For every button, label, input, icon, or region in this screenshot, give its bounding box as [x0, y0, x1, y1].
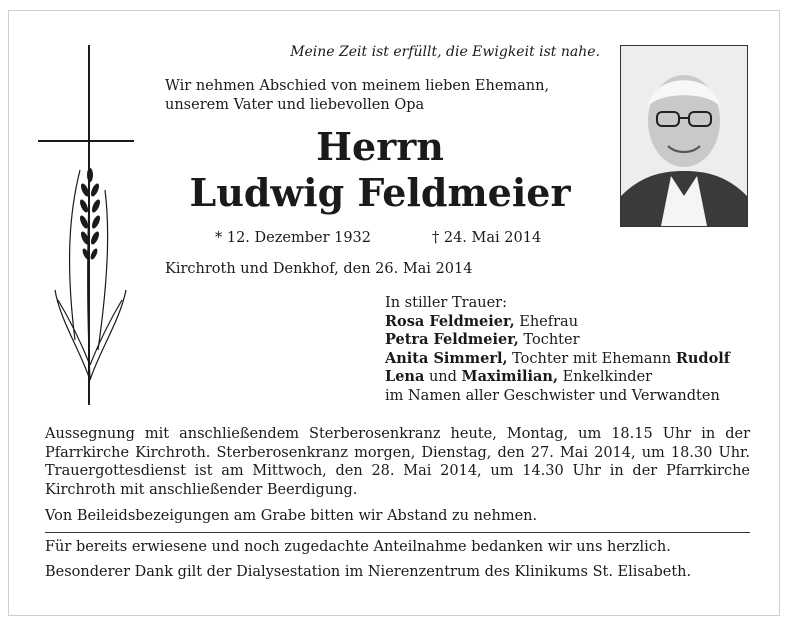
mourners-heading: In stiller Trauer: [385, 295, 507, 311]
intro-line-2: unserem Vater und liebevollen Opa [165, 97, 425, 113]
mourner-conjunction: und [424, 369, 462, 385]
intro-text [165, 77, 605, 115]
service-info: Aussegnung mit anschließendem Sterberosenkranz heute, Montag, um 18.15 Uhr in der Pfarrkirche Kirchroth. Sterberosenkranz morgen, Dienstag, den 27. Mai 2014, um 18.30 Uhr. Trauergottesdienst ist am Mittwoch, den 28. Mai 2014, um 14.30 Uhr in der Pfarrkirche Kirchroth mit anschließender Beerdigung. [45, 426, 750, 498]
mourner-row [385, 368, 730, 387]
mourner-name-extra: Rudolf [675, 349, 730, 367]
mourner-row [385, 331, 730, 350]
mourner-name: Anita Simmerl, [385, 349, 508, 367]
thanks-line-1: Für bereits erwiesene und noch zugedachte Anteilnahme bedanken wir uns herzlich. [45, 539, 671, 555]
mourner-row [385, 313, 730, 332]
mourner-relation: Ehefrau [514, 313, 579, 330]
divider [45, 532, 750, 533]
mourner-relation: Tochter [518, 332, 580, 348]
wheat-icon [50, 150, 130, 390]
mourner-name: Lena [385, 368, 425, 385]
cross-beam [38, 140, 134, 142]
motto: Meine Zeit ist erfüllt, die Ewigkeit ist nahe. [290, 44, 600, 60]
deceased-name: Ludwig Feldmeier [189, 170, 571, 215]
mourners-closing: im Namen aller Geschwister und Verwandten [385, 387, 720, 404]
death-date: † 24. Mai 2014 [432, 230, 542, 246]
portrait-image [621, 46, 747, 226]
mourner-relation: Tochter mit Ehemann [507, 350, 676, 367]
mourners-block [385, 294, 730, 405]
mourner-name-2: Maximilian, [461, 368, 558, 385]
thanks-line-2: Besonderer Dank gilt der Dialysestation im Nierenzentrum des Klinikums St. Elisabeth. [45, 564, 692, 580]
mourner-row [385, 350, 730, 369]
mourner-name: Petra Feldmeier, [385, 331, 519, 348]
place-date: Kirchroth und Denkhof, den 26. Mai 2014 [165, 261, 473, 277]
portrait-photo [620, 45, 748, 227]
salutation: Herrn [316, 124, 444, 169]
mourner-relation: Enkelkinder [558, 369, 653, 385]
condolence-note: Von Beileidsbezeigungen am Grabe bitten wir Abstand zu nehmen. [45, 508, 538, 524]
intro-line-1: Wir nehmen Abschied von meinem lieben Ehemann, [165, 78, 550, 94]
mourner-name: Rosa Feldmeier, [385, 312, 515, 330]
birth-date: * 12. Dezember 1932 [215, 230, 372, 246]
